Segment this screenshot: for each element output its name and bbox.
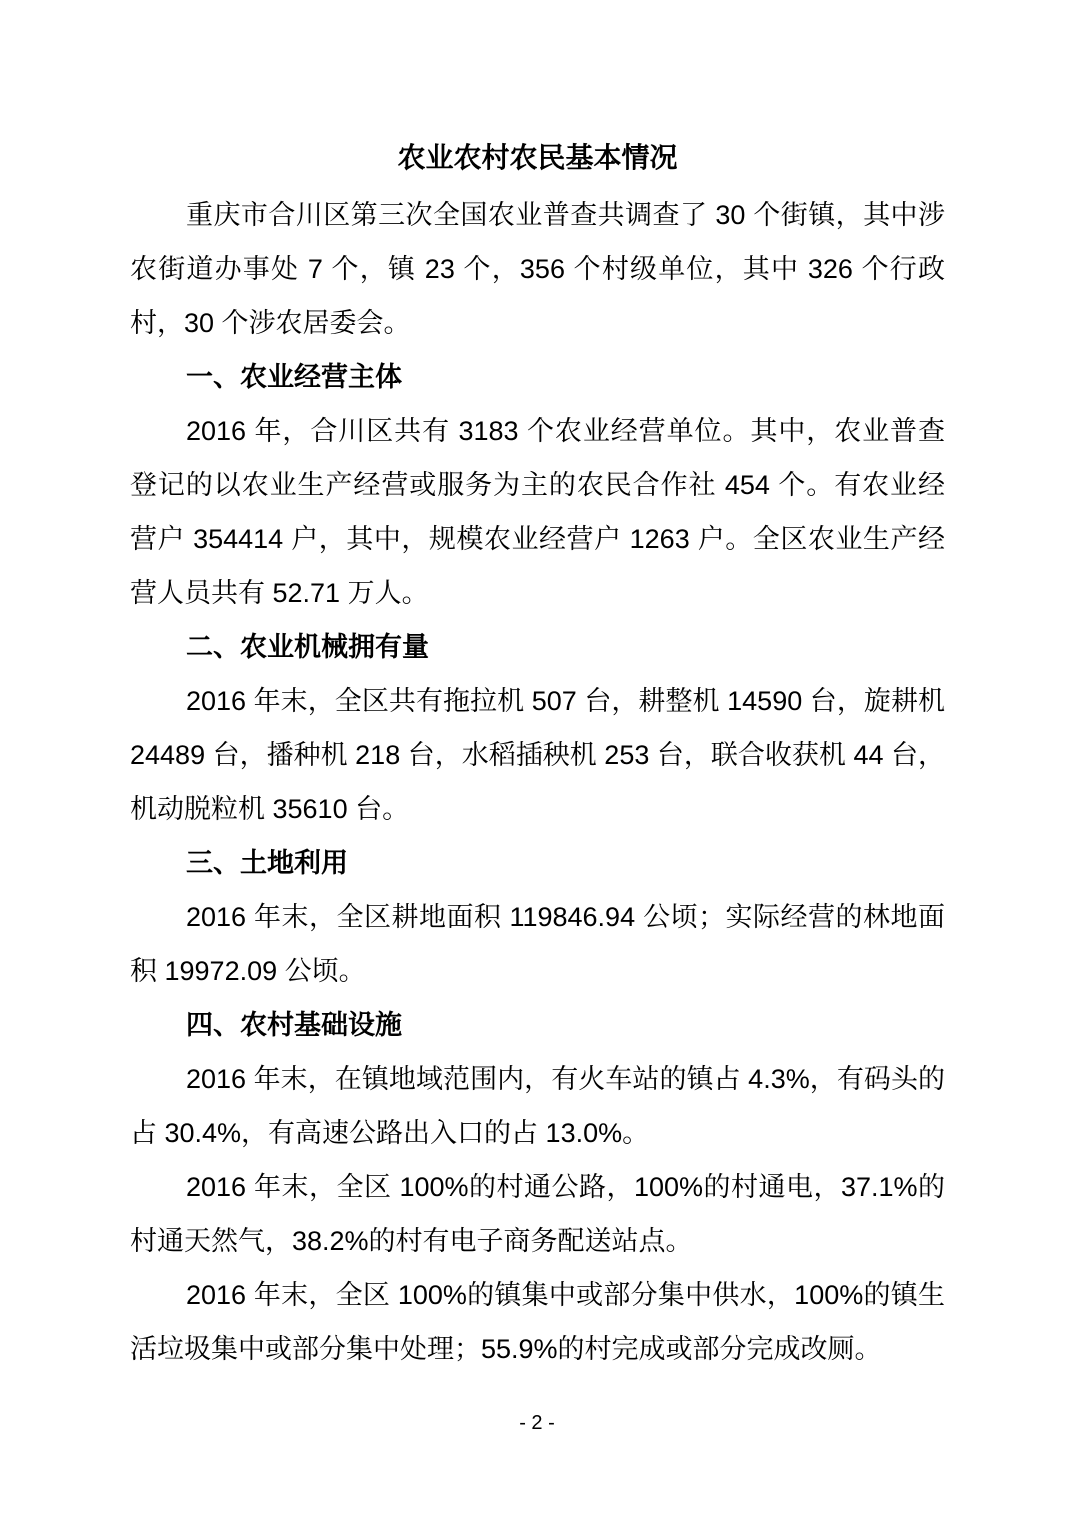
section-paragraph: 2016 年末，在镇地域范围内，有火车站的镇占 4.3%，有码头的占 30.4%，有高速公路出入口的占 13.0%。 [130, 1064, 945, 1148]
page-number: - 2 - [519, 1412, 555, 1434]
section-paragraph: 2016 年末，全区 100%的镇集中或部分集中供水，100%的镇生活垃圾集中或部分集中处理；55.9%的村完成或部分完成改厕。 [130, 1280, 945, 1364]
section-heading: 四、农村基础设施 [186, 1010, 402, 1040]
section-agricultural-operators [130, 350, 945, 620]
section-paragraph: 2016 年末，全区共有拖拉机 507 台，耕整机 14590 台，旋耕机 24489 台，播种机 218 台，水稻插秧机 253 台，联合收获机 44 台，机动脱粒机 35610 台。 [130, 686, 945, 824]
section-heading: 二、农业机械拥有量 [186, 632, 429, 662]
section-machinery [130, 620, 945, 836]
section-heading: 一、农业经营主体 [186, 362, 402, 392]
intro-paragraph: 重庆市合川区第三次全国农业普查共调查了 30 个街镇，其中涉农街道办事处 7 个，镇 23 个，356 个村级单位，其中 326 个行政村，30 个涉农居委会。 [130, 200, 945, 338]
section-paragraph: 2016 年末，全区耕地面积 119846.94 公顷；实际经营的林地面积 19972.09 公顷。 [130, 902, 945, 986]
section-paragraph: 2016 年末，全区 100%的村通公路，100%的村通电，37.1%的村通天然气，38.2%的村有电子商务配送站点。 [130, 1172, 945, 1256]
document-page [130, 130, 945, 1376]
document-title: 农业农村农民基本情况 [397, 141, 678, 174]
section-heading: 三、土地利用 [186, 848, 348, 878]
section-paragraph: 2016 年，合川区共有 3183 个农业经营单位。其中，农业普查登记的以农业生产经营或服务为主的农民合作社 454 个。有农业经营户 354414 户，其中，规模农业经营户 1263 户。全区农业生产经营人员共有 52.71 万人。 [130, 416, 945, 608]
section-rural-infrastructure [130, 998, 945, 1376]
section-land-use [130, 836, 945, 998]
